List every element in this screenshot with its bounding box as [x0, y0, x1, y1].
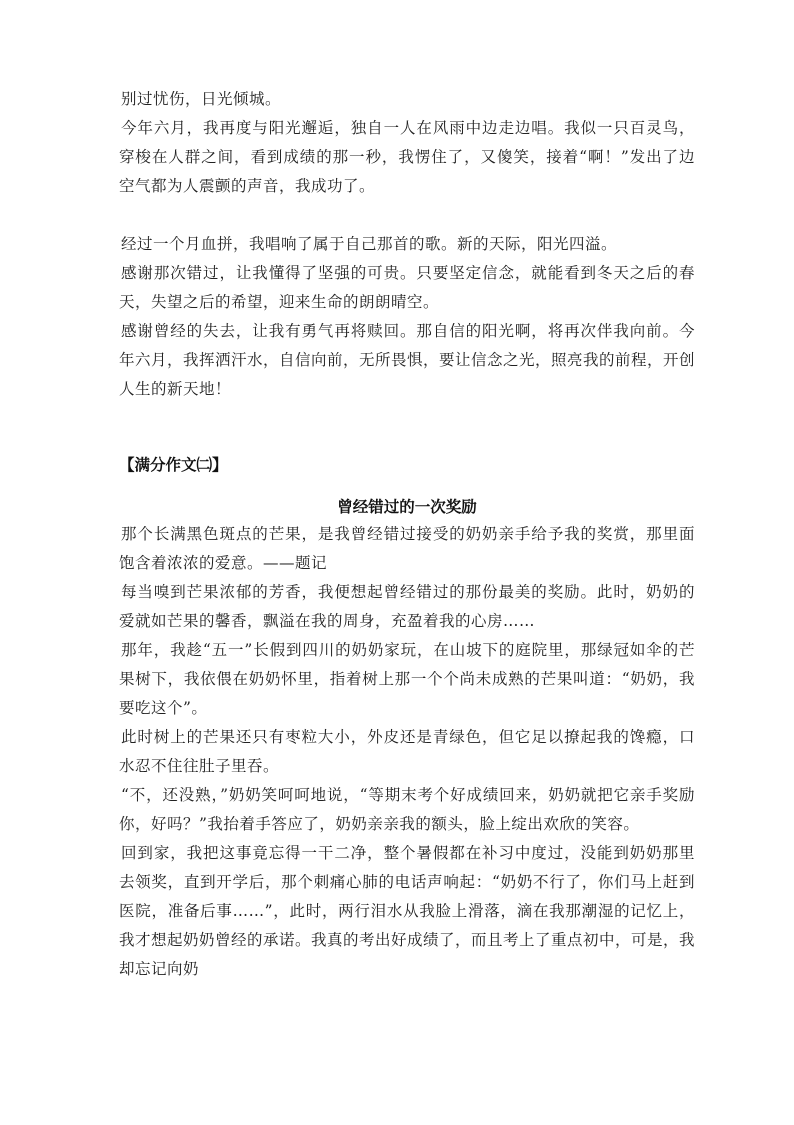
paragraph: 感谢曾经的失去，让我有勇气再将赎回。那自信的阳光啊，将再次伴我向前。今年六月，我挥洒汗水，自信向前，无所畏惧，要让信念之光，照亮我的前程，开创人生的新天地！	[119, 322, 696, 398]
paragraph: 每当嗅到芒果浓郁的芳香，我便想起曾经错过的那份最美的奖励。此时，奶奶的爱就如芒果的馨香，飘溢在我的周身，充盈着我的心房……	[119, 583, 695, 630]
section-heading: 【满分作文㈡】	[119, 456, 228, 474]
paragraph: 经过一个月血拼，我唱响了属于自己那首的歌。新的天际，阳光四溢。	[121, 235, 618, 253]
essay-title: 曾经错过的一次奖励	[337, 498, 477, 516]
paragraph: 回到家，我把这事竟忘得一干二净，整个暑假都在补习中度过，没能到奶奶那里去领奖，直到开学后，那个刺痛心肺的电话声响起：“奶奶不行了，你们马上赶到医院，准备后事……”，此时，两行泪水从我脸上滑落，滴在我那潮湿的记忆上，我才想起奶奶曾经的承诺。我真的考出好成绩了，而且考上了重点初中，可是，我却忘记向奶	[119, 844, 696, 978]
paragraph: 别过忧伤，日光倾城。	[121, 90, 282, 108]
paragraph: “不，还没熟，”奶奶笑呵呵地说，“等期末考个好成绩回来，奶奶就把它亲手奖励你，好吗？”我抬着手答应了，奶奶亲亲我的额头，脸上绽出欢欣的笑容。	[119, 786, 695, 833]
paragraph: 感谢那次错过，让我懂得了坚强的可贵。只要坚定信念，就能看到冬天之后的春天，失望之后的希望，迎来生命的朗朗晴空。	[119, 264, 695, 311]
paragraph: 那个长满黑色斑点的芒果，是我曾经错过接受的奶奶亲手给予我的奖赏，那里面饱含着浓浓的爱意。——题记	[119, 525, 695, 572]
paragraph: 此时树上的芒果还只有枣粒大小，外皮还是青绿色，但它足以撩起我的馋瘾，口水忍不住往肚子里吞。	[119, 728, 695, 775]
paragraph: 今年六月，我再度与阳光邂逅，独自一人在风雨中边走边唱。我似一只百灵鸟，穿梭在人群之间，看到成绩的那一秒，我愣住了，又傻笑，接着“啊！”发出了边空气都为人震颤的声音，我成功了。	[119, 119, 695, 195]
paragraph: 那年，我趁“五一”长假到四川的奶奶家玩，在山坡下的庭院里，那绿冠如伞的芒果树下，我依偎在奶奶怀里，指着树上那一个个尚未成熟的芒果叫道：“奶奶，我要吃这个”。	[119, 641, 695, 717]
